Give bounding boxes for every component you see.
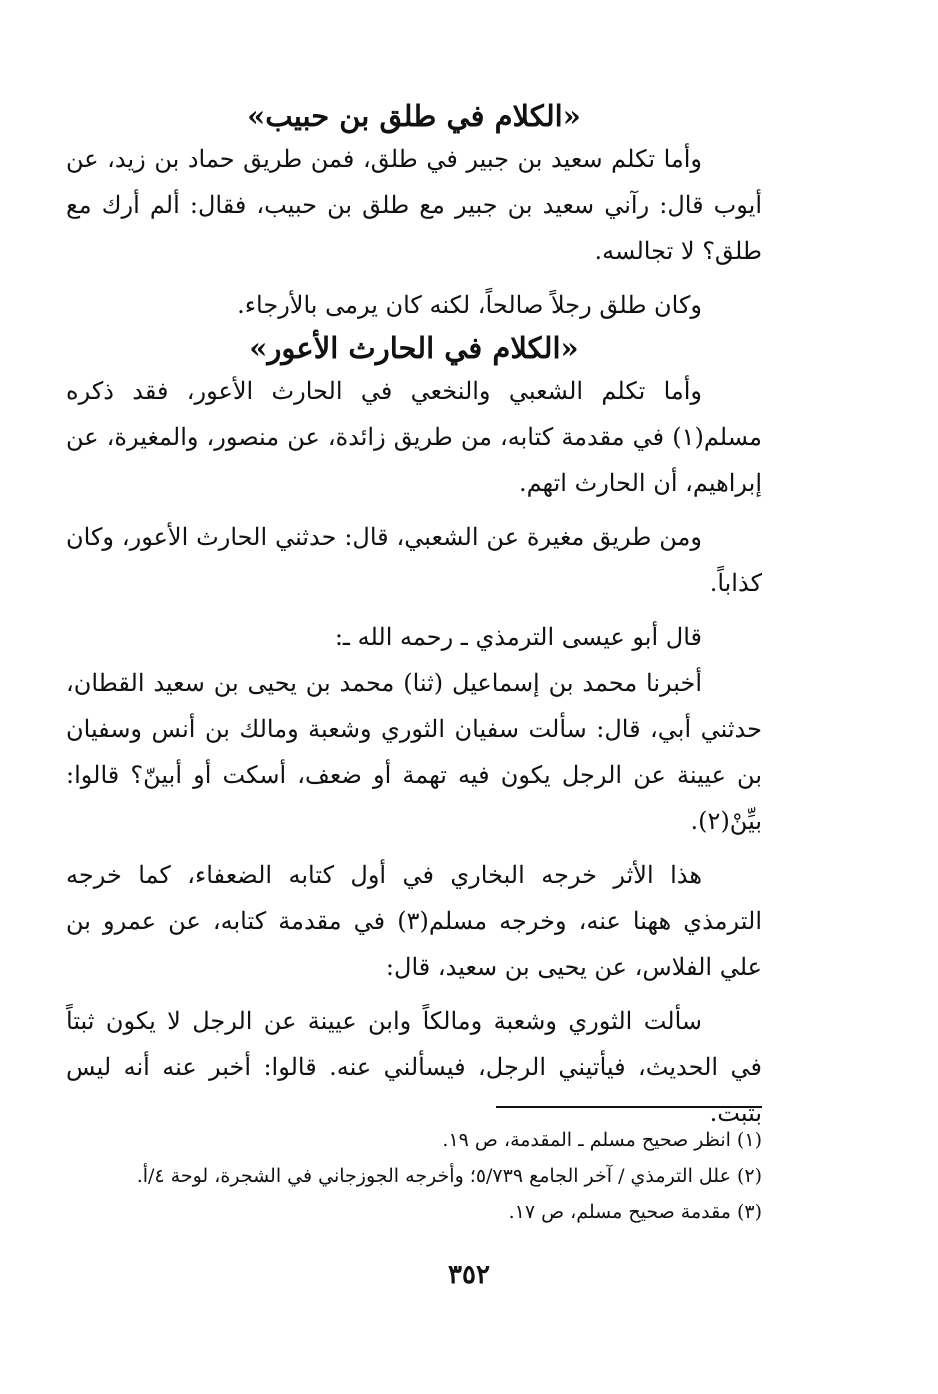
paragraph: وكان طلق رجلاً صالحاً، لكنه كان يرمى بالأرجاء.	[237, 291, 702, 319]
paragraph: هذا الأثر خرجه البخاري في أول كتابه الضعفاء، كما خرجه الترمذي ههنا عنه، وخرجه مسلم(٣) في مقدمة كتابه، عن عمرو بن علي الفلاس، عن يحيى بن سعيد، قال:	[66, 861, 762, 981]
main-text	[66, 96, 762, 1136]
paragraph: وأما تكلم الشعبي والنخعي في الحارث الأعور، فقد ذكره مسلم(١) في مقدمة كتابه، من طريق زائدة، عن منصور، والمغيرة، عن إبراهيم، أن الحارث اتهم.	[66, 377, 762, 497]
page-number: ٣٥٢	[448, 1260, 490, 1290]
heading-talq-ibn-habib: «الكلام في طلق بن حبيب»	[247, 99, 581, 133]
footnote-1: (١) انظر صحيح مسلم ـ المقدمة، ص ١٩.	[442, 1129, 762, 1151]
footnote-2: (٢) علل الترمذي / آخر الجامع ٥/٧٣٩؛ وأخرجه الجوزجاني في الشجرة، لوحة ٤/أ.	[136, 1165, 762, 1187]
paragraph: سألت الثوري وشعبة ومالكاً وابن عيينة عن الرجل لا يكون ثبتاً في الحديث، فيأتيني الرجل، فيسألني عنه. قالوا: أخبر عنه أنه ليس بثبت.	[66, 1007, 762, 1127]
paragraph: قال أبو عيسى الترمذي ـ رحمه الله ـ:	[334, 623, 702, 651]
paragraph: أخبرنا محمد بن إسماعيل (ثنا) محمد بن يحيى بن سعيد القطان، حدثني أبي، قال: سألت سفيان الثوري وشعبة ومالك بن أنس وسفيان بن عيينة عن الرجل يكون فيه تهمة أو ضعف، أسكت أو أبينّ؟ قالوا: بيِّنْ(٢).	[66, 669, 762, 835]
footnote-3: (٣) مقدمة صحيح مسلم، ص ١٧.	[508, 1201, 762, 1223]
paragraph: ومن طريق مغيرة عن الشعبي، قال: حدثني الحارث الأعور، وكان كذاباً.	[66, 523, 762, 597]
paragraph: وأما تكلم سعيد بن جبير في طلق، فمن طريق حماد بن زيد، عن أيوب قال: رآني سعيد بن جبير مع طلق بن حبيب، فقال: ألم أرك مع طلق؟ لا تجالسه.	[66, 145, 762, 265]
footnotes	[62, 1122, 762, 1230]
heading-harith-alawar: «الكلام في الحارث الأعور»	[249, 331, 579, 365]
footnote-divider	[496, 1106, 762, 1108]
